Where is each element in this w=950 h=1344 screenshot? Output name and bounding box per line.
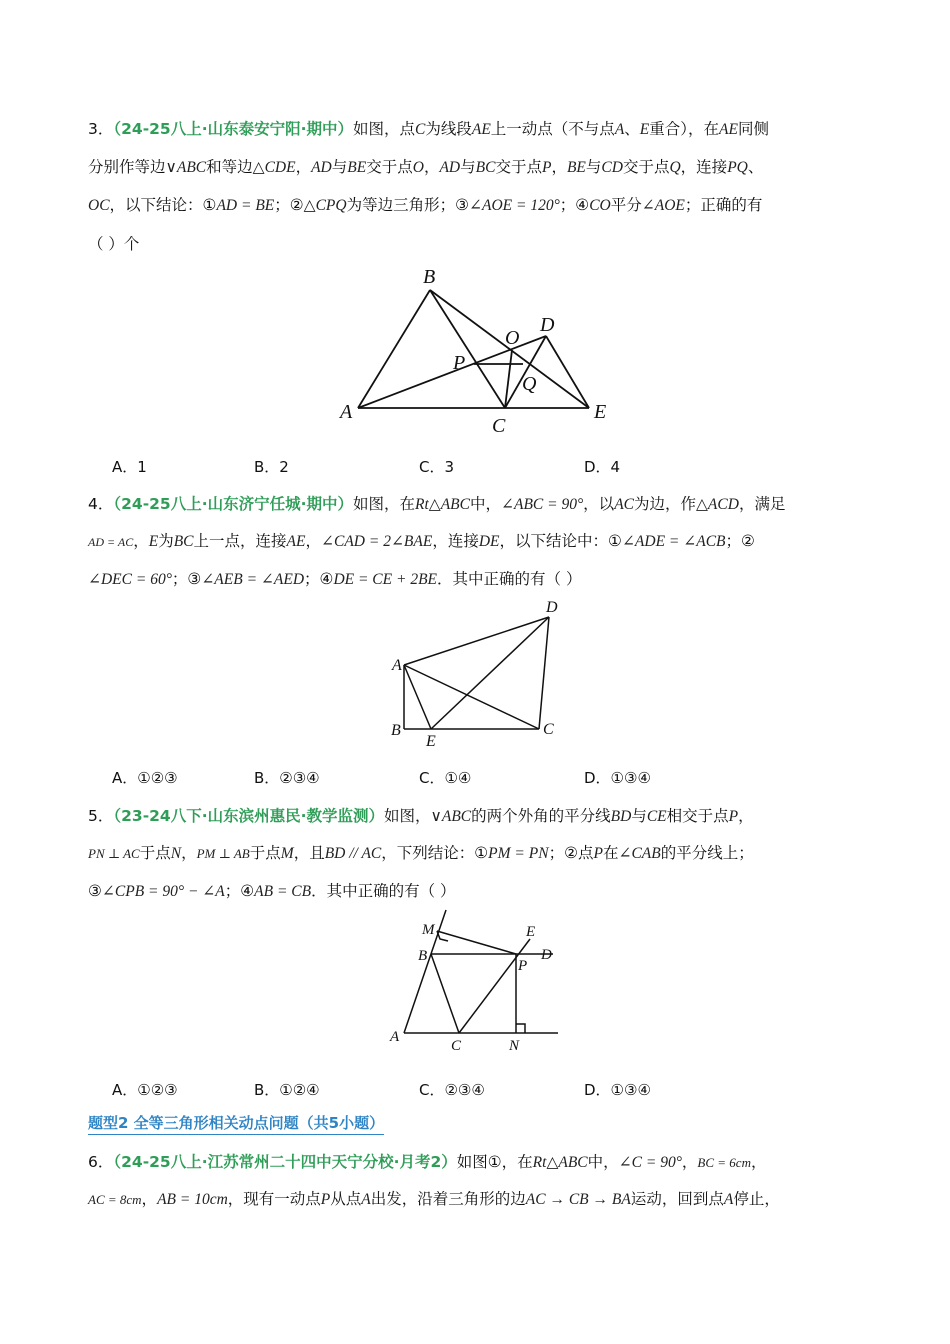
q5-right-angle-M [437,931,448,941]
q3-math: A [614,121,625,138]
q3-line-2 [88,155,763,177]
q3-text: 与 [460,158,476,176]
q5-line-1 [88,804,754,826]
q3-math: AE [471,121,491,138]
q6-text: 如图①，在 [456,1153,533,1171]
q6-text: 中， [587,1153,619,1171]
q4-line-3 [88,567,581,589]
q3-line-3 [88,193,762,215]
q3-text: ；② [274,196,304,214]
option-c[interactable]: C．②③④ [419,1081,485,1099]
q4-math: BC [173,533,194,550]
option-a[interactable]: A．①②③ [112,769,178,787]
q5-math: ∨ABC [430,808,472,825]
q3-text: 与 [331,158,348,176]
q4-math: ∠AEB = ∠AED [201,571,305,588]
q5-math: ∠CPB = 90° − ∠A [101,883,225,900]
q5-label-M: M [422,922,435,938]
q4-text: ，连接 [432,532,479,550]
q3-text: ，连接 [680,158,728,176]
q4-label-B: B [391,722,401,739]
q3-math: △CPQ [303,197,347,214]
q6-text: ，现有一动点 [227,1190,321,1208]
q3-text: 交于点 [366,158,413,176]
q4-text: ，以下结论中：① [499,532,622,550]
option-d[interactable]: D．①③④ [584,769,651,787]
q3-math: ∨ABC [165,159,207,176]
q6-text: 从点 [330,1190,362,1208]
q6-text: ， [141,1190,158,1208]
q4-line-1 [88,492,785,514]
q6-math: ∠C = 90° [618,1154,682,1171]
q4-text: 上一点，连接 [193,532,287,550]
q4-text: 如图，在 [352,495,415,513]
q4-label-C: C [543,721,554,738]
q3-label-O: O [505,327,520,349]
q4-text: ， [305,532,321,550]
q3-text: 、 [747,158,764,176]
q4-line-2 [88,529,755,551]
q5-label-A: A [390,1029,400,1045]
q6-math: Rt△ABC [532,1154,588,1171]
q4-segment-AC [404,665,539,729]
q3-segment-CD [505,336,546,408]
q5-text: ， [181,844,197,862]
q6-math: A [723,1191,734,1208]
q5-options [88,1079,788,1101]
q4-label-E: E [426,733,436,750]
q6-text: ， [681,1153,698,1171]
option-d[interactable]: D．①③④ [584,1081,651,1099]
q3-math: △CDE [252,159,296,176]
q3-text: ， [551,158,567,176]
q5-text: 于点 [249,844,281,862]
q3-math: CD [601,159,623,176]
q4-source: （24-25八上·山东济宁任城·期中） [113,495,353,513]
q5-math: BD [610,808,632,825]
q3-text: 重合），在 [649,120,720,138]
q3-label-E: E [594,401,607,423]
q6-text: 停止， [733,1190,780,1208]
q5-text: ；④ [224,882,255,900]
q5-line-3 [88,879,456,901]
q4-text: 为边，作 [634,495,697,513]
q3-text: 、 [624,120,640,138]
q5-math: PN ⊥ AC [88,846,140,861]
q3-text: ， [295,158,312,176]
q6-math: AC → CB → BA [525,1191,631,1208]
q6-math: A [361,1191,371,1208]
q5-math: ∠CAB [618,845,661,862]
q3-math: ∠AOE = 120° [469,197,560,214]
q3-text: ， [423,158,440,176]
q4-number: 4． [88,495,114,513]
q5-label-B: B [418,948,428,964]
q5-text: 的平分线上； [660,844,754,862]
q3-segment-AD [358,336,546,408]
q5-label-D: D [541,947,552,963]
q3-math: C [415,121,426,138]
option-c[interactable]: C．①④ [419,769,472,787]
q4-math: E [148,533,159,550]
q3-segment-BC [430,290,505,408]
q4-math: AC [614,496,634,513]
q3-label-Q: Q [522,373,537,395]
q5-text: 于点 [139,844,171,862]
q5-math: M [280,845,294,862]
q5-math: CE [646,808,667,825]
q4-math: ∠ABC = 90° [501,496,584,513]
q3-text: 平分 [610,196,642,214]
q3-text: ；④ [559,196,590,214]
q6-number: 6． [88,1153,114,1171]
q4-text: ，满足 [738,495,786,513]
q5-text: ，下列结论：① [381,844,489,862]
q4-text: ；③ [171,570,202,588]
q3-text: 交于点 [495,158,542,176]
q5-math: PM ⊥ AB [196,846,250,861]
q3-math: O [412,159,424,176]
q5-label-E: E [526,924,536,940]
q3-math: CO [589,197,611,214]
q5-math: BD // AC [324,845,382,862]
q6-math: BC = 6cm [697,1155,751,1170]
q5-label-C: C [451,1038,462,1054]
q3-segment-DE [546,336,589,408]
q6-line-2 [88,1187,780,1209]
q4-math: Rt△ABC [415,496,470,513]
q3-text: ；正确的有 [684,196,763,214]
q3-text: 同侧 [737,120,769,138]
q4-text: ；④ [304,570,334,588]
q4-math: DE [478,533,500,550]
q6-text: ， [750,1153,767,1171]
option-d[interactable]: D．4 [584,458,621,476]
q5-text: ；②点 [548,844,594,862]
q5-right-angle-N [516,1024,525,1033]
q5-math: PM = PN [488,845,549,862]
q5-text: 在 [602,844,619,862]
option-b[interactable]: B．②③④ [254,769,320,787]
option-a[interactable]: A．1 [112,458,147,476]
q5-text: ， [738,807,754,825]
q3-text: 为等边三角形；③ [346,196,469,214]
option-b[interactable]: B．2 [254,458,289,476]
q3-source: （24-25八上·山东泰安宁阳·期中） [113,120,353,138]
q6-math: P [320,1191,331,1208]
q6-math: AB = 10cm [157,1191,228,1208]
q5-label-N: N [509,1038,520,1054]
q3-label-P: P [453,352,466,374]
q3-segment-BE [430,290,589,408]
q4-math: AD = AC [88,535,134,549]
q3-text: 上一动点（不与点 [490,120,615,138]
q5-text: ③ [88,882,102,900]
q3-text: 交于点 [622,158,670,176]
q5-text: 的两个外角的平分线 [471,807,611,825]
q3-math: Q [669,159,681,176]
q4-segment-DE [431,617,549,729]
q4-options [88,767,788,789]
q4-math: ∠ADE = ∠ACB [621,533,726,550]
section-heading: 题型2 全等三角形相关动点问题（共5小题） [88,1112,384,1135]
q3-label-A: A [340,401,353,423]
option-a[interactable]: A．①②③ [112,1081,178,1099]
q4-math: DE = CE + 2BE [333,571,438,588]
q3-math: BC [475,159,496,176]
q5-number: 5． [88,807,114,825]
q3-math: AD [311,159,332,176]
q3-text: 与 [585,158,602,176]
q4-text: 中， [469,495,501,513]
q5-text: ．其中正确的有（ ） [311,882,456,900]
q3-segment-AB [358,290,430,408]
q5-math: P [728,808,739,825]
q5-line-AB-extended [404,910,446,1033]
q3-label-D: D [540,314,555,336]
q4-segment-AD [404,617,549,665]
q6-line-1 [88,1150,766,1172]
q3-math: BE [566,159,586,176]
q3-math: PQ [727,159,748,176]
q3-math: AD [439,159,461,176]
q3-label-C: C [492,415,506,437]
option-c[interactable]: C．3 [419,458,455,476]
q3-line-1 [88,117,769,139]
q3-text: 为线段 [425,120,472,138]
q4-text: ，以 [583,495,615,513]
q6-math: AC = 8cm [88,1192,142,1207]
q3-math: OC [88,197,110,214]
q5-text: ，且 [293,844,325,862]
q5-line-2 [88,841,754,863]
q3-options [88,456,788,478]
q3-math: AD = BE [216,197,275,214]
q3-number: 3． [88,120,114,138]
q4-text: ， [133,532,149,550]
q4-text: 为 [158,532,174,550]
option-b[interactable]: B．①②④ [254,1081,320,1099]
q5-text: 与 [631,807,647,825]
q4-math: ∠CAD = 2∠BAE [321,533,433,550]
q3-text: 和等边 [206,158,253,176]
q6-text: 出发，沿着三角形的边 [370,1190,526,1208]
q4-text: ；② [725,532,755,550]
q5-segment-BC [431,954,459,1033]
q4-math: ∠DEC = 60° [88,571,172,588]
q3-math: E [639,121,650,138]
q5-math: P [593,845,603,862]
q5-segment-PM [437,931,516,954]
q4-math: AE [286,533,306,550]
q4-segment-DC [539,617,549,729]
q3-segment-OC [505,350,512,408]
q5-text: 相交于点 [666,807,729,825]
q4-label-A: A [392,657,402,674]
q3-math: ∠AOE [641,197,685,214]
q4-segment-AE [404,665,431,729]
q3-math: P [541,159,552,176]
q3-label-B: B [423,266,436,288]
q4-text: ．其中正确的有（ ） [437,570,582,588]
q4-label-D: D [546,599,558,616]
q5-source: （23-24八下·山东滨州惠民·教学监测） [113,807,384,825]
q3-text: ，以下结论：① [109,196,217,214]
q3-text: 分别作等边 [88,158,166,176]
q3-line-4 [88,232,139,254]
q5-label-P: P [518,958,528,974]
q3-text: 如图，点 [352,120,415,138]
q5-line-CE [459,939,530,1033]
q5-text: 如图， [383,807,431,825]
q6-source: （24-25八上·江苏常州二十四中天宁分校·月考2） [113,1153,457,1171]
q3-math: BE [347,159,367,176]
q4-math: △ACD [696,496,739,513]
q5-math: AB = CB [254,883,312,900]
q3-answer-blank: （ ）个 [88,235,140,253]
q5-math: N [170,845,182,862]
q6-text: 运动，回到点 [630,1190,724,1208]
q3-math: AE [719,121,738,138]
